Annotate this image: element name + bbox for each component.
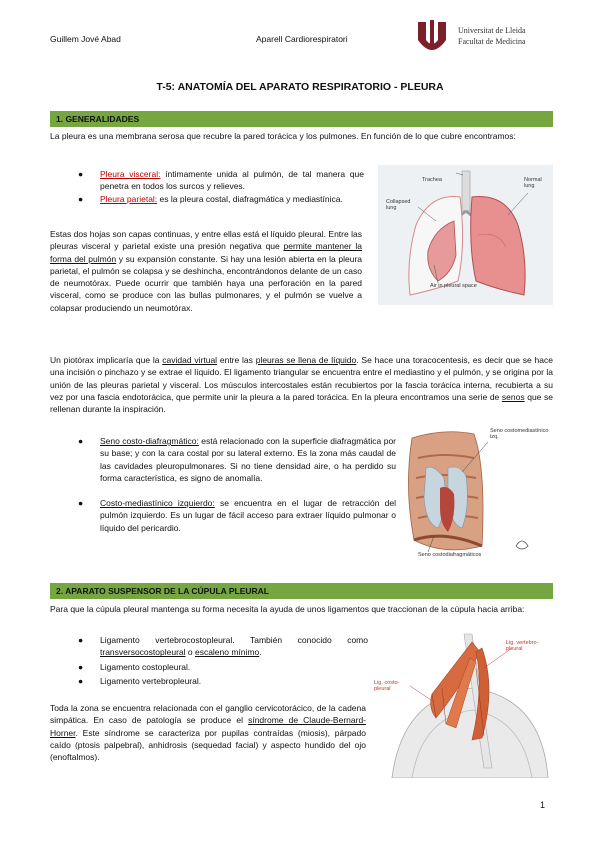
section-2-intro: Para que la cúpula pleural mantenga su forma necesita la ayuda de unos ligamentos que traccionan de la cúpula hacia arriba:	[50, 604, 525, 614]
label-lig-costopleural: Lig. costo-pleural	[374, 680, 400, 692]
list-item: ● Ligamento vertebrocostopleural. También conocido como transversocostopleural o escaleno mínimo.	[78, 635, 368, 658]
label-seno-costodiafragmatico: Seno costodiafragmáticos	[418, 552, 482, 558]
pleura-list	[78, 168, 364, 205]
header-subject: Aparell Cardiorespiratori	[256, 34, 348, 44]
header-author: Guillem Jové Abad	[50, 34, 121, 44]
label-collapsed-lung: Collapsed lung	[386, 199, 411, 211]
list-item: ● Pleura visceral: íntimamente unida al pulmón, de tal manera que penetra en todos los surcos y relieves.	[78, 169, 364, 192]
term-costo-mediastinico: Costo-mediastínico izquierdo:	[100, 498, 215, 509]
pleural-sinuses-figure	[404, 428, 554, 568]
logo-emblem-icon	[412, 18, 452, 58]
ligament-list	[78, 634, 368, 687]
label-lig-vertebropleural: Lig. vertebro-pleural	[506, 640, 539, 652]
section-2-heading: 2. APARATO SUSPENSOR DE LA CÚPULA PLEURAL	[50, 583, 553, 599]
label-seno-costomediastinico: Seno costomediastínico izq.	[490, 428, 549, 440]
university-logo	[412, 18, 562, 58]
logo-line2: Facultat de Medicina	[458, 37, 526, 46]
label-normal-lung: Normal lung	[524, 177, 542, 189]
logo-line1: Universitat de Lleida	[458, 26, 526, 35]
section-2-para: Toda la zona se encuentra relacionada con el ganglio cervicotorácico, de la cadena simpática. En caso de patología se produce el síndrome de Claude-Bernard-Horner. Este síndrome se caracteriza por pupilas contraídas (miosis), párpado caído (ptosis palpebral), anhidrosis (sequedad facial) y aspecto hundido del ojo (enoftalmos).	[50, 703, 366, 763]
list-item: ● Ligamento vertebropleural.	[78, 675, 202, 686]
section-1-heading: 1. GENERALIDADES	[50, 111, 553, 127]
section-1-para-1: Estas dos hojas son capas continuas, y entre ellas está el líquido pleural. Entre las pleuras visceral y parietal existe una presión negativa que permite mantener la forma del pulmón y su expansión constante. Si hay una lesión abierta en la pleura parietal, el pulmón se colapsa y se deshincha, encontrándonos delante de un caso de neumotórax. Puede ocurrir que también haya una perforación en la pared visceral, como se produce con las bullas pulmonares, y el pulmón se vuelve a colapsar produciendo un neumotórax.	[50, 229, 363, 313]
term-seno-costodiafragmatico: Seno costo-diafragmático:	[100, 436, 199, 446]
section-1-intro: La pleura es una membrana serosa que recubre la pared torácica y los pulmones. En función de lo que cubre encontramos:	[50, 131, 516, 141]
sinus-list	[78, 435, 396, 534]
list-item: ● Seno costo-diafragmático: está relacionado con la superficie diafragmática por su base; y con la cara costal por su lateral externo. Es la zona más caudal de las cavidades pleuropulmonares. Si no tiene densidad aire, o ha perdido su forma característica, es signo de anomalía.	[78, 436, 396, 483]
list-item: ● Pleura parietal: es la pleura costal, diafragmática y mediastínica.	[78, 193, 343, 204]
list-item: ● Costo-mediastínico izquierdo: se encuentra en el lugar de retracción del pulmón izquierdo. Es un lugar de fácil acceso para extraer líquido pulmonar o líquido del pericardio.	[78, 498, 396, 533]
page-number: 1	[540, 800, 546, 810]
term-pleura-parietal: Pleura parietal:	[100, 193, 158, 204]
label-air-pleural: Air in pleural space	[430, 283, 477, 289]
lungs-pneumothorax-figure	[378, 165, 553, 305]
section-1-para-2: Un piotórax implicaría que la cavidad virtual entre las pleuras se llena de líquido. Se hace una toracocentesis, es decir que se hace una incisión o pinchazo y se extrae el líquido. El ligamento triangular se encuentra entre el mediastino y el pulmón, y se origina por la unión de las pleuras parietal y visceral. Los músculos intercostales están recubiertos por la fascia torácica interna, recubierta a su vez por una fascia endotorácica, que permite unir la pleura a la pared torácica. En la pleura encontramos una serie de senos que se rellenan durante la inspiración.	[50, 355, 553, 415]
term-pleura-visceral: Pleura visceral:	[100, 169, 161, 179]
cupula-ligaments-figure	[372, 628, 554, 778]
page-title: T-5: ANATOMÍA DEL APARATO RESPIRATORIO - PLEURA	[156, 81, 444, 93]
label-trachea: Trachea	[422, 177, 442, 183]
list-item: ● Ligamento costopleural.	[78, 661, 191, 672]
